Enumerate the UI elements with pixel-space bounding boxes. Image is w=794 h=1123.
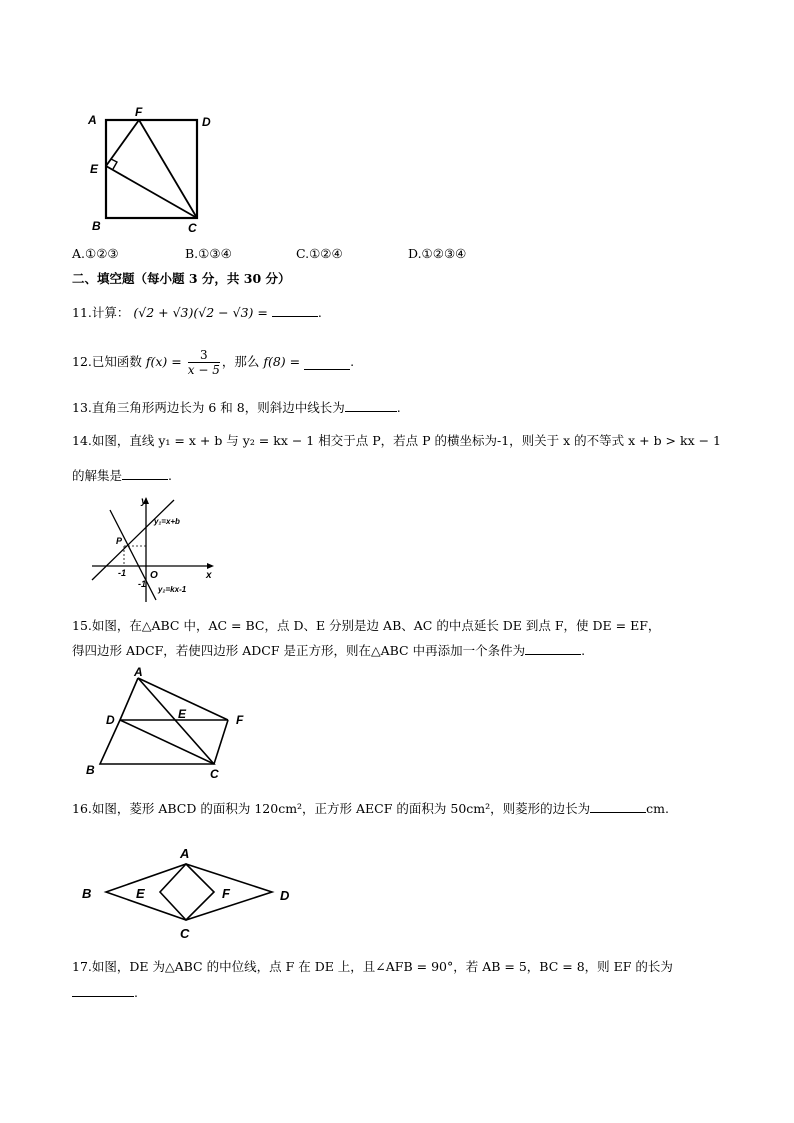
label-f: F (222, 886, 230, 901)
q16-text: 16.如图，菱形 ABCD 的面积为 120cm²，正方形 AECF 的面积为 50cm²，则菱形的边长为 (72, 801, 591, 816)
q12-mid: ，那么 (221, 354, 260, 369)
label-d: D (280, 888, 290, 903)
q13-text: 13.直角三角形两边长为 6 和 8，则斜边中线长为 (72, 400, 345, 415)
question-14-line2 (72, 466, 172, 485)
question-16 (72, 799, 669, 818)
figure-square-abcd (84, 102, 224, 236)
question-13 (72, 398, 401, 417)
option-b: B.①③④ (185, 246, 232, 261)
q14-tail: . (168, 468, 172, 483)
q15-answer-blank (525, 641, 581, 655)
q12-fx: f(x) = (145, 354, 182, 369)
label-d: D (202, 115, 211, 129)
q12-denominator: x − 5 (187, 363, 220, 377)
label-d: D (106, 713, 115, 727)
q11-lead: 11.计算： (72, 305, 130, 320)
label-e: E (136, 886, 145, 901)
q16-answer-blank (590, 799, 646, 813)
label-c: C (210, 767, 219, 781)
q11-expression: (√2 + √3)(√2 − √3) = (133, 305, 268, 320)
label-e: E (90, 162, 99, 176)
label-a: A (180, 846, 190, 861)
q12-numerator: 3 (188, 348, 220, 363)
q16-tail: cm. (646, 801, 669, 816)
tick-minus1-y: -1 (138, 579, 147, 589)
label-b: B (82, 886, 92, 901)
label-c: C (188, 221, 197, 235)
question-12 (72, 344, 354, 380)
q13-answer-blank (345, 398, 397, 412)
option-c: C.①②④ (296, 246, 343, 261)
label-a: A (88, 113, 97, 127)
q12-lead: 12.已知函数 (72, 354, 142, 369)
origin-label: O (150, 570, 158, 581)
question-15-line1: 15.如图，在△ABC 中，AC = BC，点 D、E 分别是边 AB、AC 的中点延长 DE 到点 F，使 DE = EF， (72, 618, 661, 633)
label-a: A (134, 665, 143, 679)
q11-tail: . (317, 305, 322, 320)
question-15-line2 (72, 641, 585, 660)
line1-label: y₁=x+b (154, 517, 180, 526)
tick-minus1-x: -1 (118, 568, 127, 578)
q14-answer-blank (122, 466, 168, 480)
axis-y-label: y (141, 496, 147, 507)
q13-tail: . (396, 400, 401, 415)
figure-coordinate-graph (88, 494, 218, 606)
label-b: B (86, 763, 95, 777)
label-f: F (236, 713, 244, 727)
q14-lead: 的解集是 (72, 468, 123, 483)
q12-fraction (188, 348, 220, 377)
line2-label: y₂=kx-1 (158, 585, 187, 594)
axis-x-label: x (206, 570, 212, 581)
label-b: B (92, 219, 101, 233)
label-e: E (178, 707, 187, 721)
q12-tail: . (350, 354, 355, 369)
question-17-line1: 17.如图，DE 为△ABC 的中位线，点 F 在 DE 上，且∠AFB = 90°，若 AB = 5，BC = 8，则 EF 的长为 (72, 959, 673, 974)
q15-lead: 得四边形 ADCF，若使四边形 ADCF 是正方形，则在△ABC 中再添加一个条件为 (72, 643, 526, 658)
q12-answer-blank (304, 356, 350, 370)
section-heading: 二、填空题（每小题 3 分，共 30 分） (72, 271, 291, 286)
label-f: F (135, 105, 143, 119)
q15-tail: . (581, 643, 586, 658)
figure-quadrilateral-adcf (82, 664, 258, 782)
question-17-line2 (72, 983, 138, 1002)
figure-rhombus-abcd (76, 840, 302, 944)
q17-tail: . (134, 985, 138, 1000)
point-p-label: P (116, 536, 123, 546)
q11-answer-blank (272, 303, 318, 317)
q17-answer-blank (72, 983, 134, 997)
option-d: D.①②③④ (408, 246, 467, 261)
q12-f8: f(8) = (263, 354, 301, 369)
option-a: A.①②③ (72, 246, 119, 261)
question-11 (72, 303, 322, 322)
question-14-line1: 14.如图，直线 y₁ = x + b 与 y₂ = kx − 1 相交于点 P，若点 P 的横坐标为-1，则关于 x 的不等式 x + b > kx − 1 (72, 433, 722, 448)
label-c: C (180, 926, 190, 941)
